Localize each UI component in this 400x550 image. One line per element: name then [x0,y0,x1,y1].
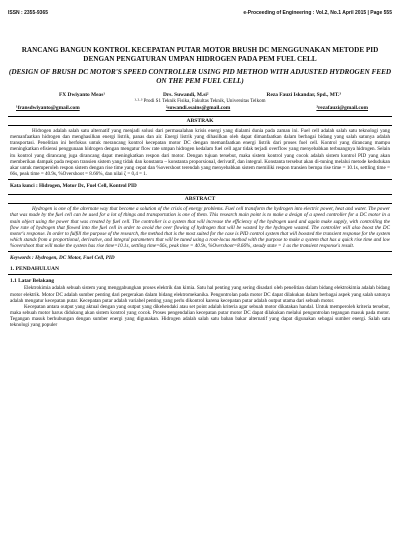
abstrak-box [8,116,392,180]
paper-title-english: (DESIGN OF BRUSH DC MOTOR'S SPEED CONTROLLER USING PID METHOD WITH ADJUSTED HYDROGEN FEED ON THE PEM FUEL CELL) [8,68,392,85]
body-paragraph: Kecepatan antara output yang aktual dengan yang output yang dikehendaki atau set point adalah kriteria agar sebuah motor dikatakan handal. Untuk memperoleh kriteria tersebut, maka sebuah motor harus didukung akan sistem kontrol yang cocok. Proses pengendalian kecepatan putar motor DC dapat dilakukan melalui pengontrolan tegangan masuk pada motor. Tegangan masuk berhubungan dengan sumber energi yang digunakan. Hidrogen adalah salah satu bahan bakar alternatif yang dapat digunakan sebagai sumber energi. Salah satu teknologi yang populer [10,303,390,329]
paper-title: RANCANG BANGUN KONTROL KECEPATAN PUTAR MOTOR BRUSH DC MENGGUNAKAN METODE PID DENGAN PENGATURAN UMPAN HIDROGEN PADA PEM FUEL CELL [21,46,379,63]
author-1: FX Dwiyanto Meas¹ [59,92,105,98]
email-3[interactable]: ³rezafauzi@gmail.com [316,105,368,111]
affiliation: ¹·²·³ Prodi S1 Teknik Fisika, Fakultas Teknik, Universitas Telkom [134,99,266,104]
issn-text: ISSN : 2355-9365 [8,10,49,16]
body-paragraph: Elektrokimia adalah sebuah sistem yang menggabungkan proses elektrik dan kimia. Satu hal penting yang sering disadari oleh penelitian dalam bidang elektrokimia adalah bidang motor elektrik. Motor DC adalah sumber penting dari pergerakan dalam bidang elektromekanika. Pengontrolan pada motor DC dapat dilakukan dalam berbagai aspek yang salah satunya adalah mengatur kecepatan putar. Kecepatan putar adalah variabel penting yang perlu dikontrol karena kecepatan putar adalah output utama dari sebuah motor. [10,285,390,304]
section-heading: 1. PENDAHULUAN [10,266,60,273]
section-body [8,285,392,328]
running-header [8,10,392,16]
keywords: Keywords : Hydrogen, DC Motor, Fuel Cell, PID [10,255,115,262]
section-divider [8,274,392,275]
journal-info: e-Proceeding of Engineering : Vol.2, No.1 April 2015 | Page 555 [243,10,392,16]
abstrak-heading: ABSTRAK [8,117,392,126]
email-2[interactable]: ²suwandi.ssains@gmail.com [165,105,231,111]
email-list [8,105,392,112]
author-3: Reza Fauzi Iskandar, Spd., MT.³ [266,92,341,98]
abstrak-text: Hidrogen adalah salah satu alternatif yang menjadi solusi dari permasalahan krisis energi yang dialami dunia pada zaman ini. Fuel cell adalah salah satu teknologi yang memanfaatkan hidrogen dan menghasilkan energi listrik, panas dan air. Energi listrik yang dihasilkan oleh dapat dimanfaatkan dalam berbagai bidang yang salah satunya adalah transportasi. Penelitian ini berfokus untuk merancang kontrol kecepatan motor DC dengan memanfaatkan energi listrik dari proses fuel cell. Kontrol yang dirancang mampu meningkatkan efisiensi penggunaan hidrogen dengan mengatur flow rate umpan hidrogen kedalam fuel cell agar tidak terjadi overflow yang menyebabkan terbuangnya hidrogen. Selain itu kontrol yang dirancang juga dirancang dapat meningkatkan respon dari motor. Dengan tujuan tersebut, maka sistem kontrol yang cocok adalah sistem kontrol PID yang akan memberikan dampak pada respon transien sistem yang tidak dan konstanta – konstanta proporsional, derivatif, dan integral. Konstanta tersebut akan di-tuning melalui metode kedudukan akar untuk memperoleh respon sistem dengan rise time yang cepat dan %overshoot terendah yang menyebabkan sistem memiliki respon transien bernpa rise time = 10.1s, settling time = 66s, peak time = 40.9s, %Overshoot = 8.66%, dan nilai ζ = 0,4 = 1. [10,128,390,178]
abstract-box [8,194,392,252]
author-list [8,92,392,98]
abstract-heading: ABSTRACT [8,195,392,204]
email-1[interactable]: ¹fransdwiyanto@gmail.com [16,105,80,111]
subsection-heading: 1.1 Latar Belakang [10,278,55,285]
abstract-text: Hydrogen is one of the alternate way that become a solution of the crisis of energy problems. Fuel cell transform the hydrogen into electric power, heat and water. The power that was made by the fuel cell can be used for a lot of things and transportation is one of them. This research main point is to make a design of a speed controller for a DC motor in a main object using the power that was created by fuel cell. The controller is a system that will increase the efficiency of the hydrogen used and again make supply, with controlling the flow rate of hydrogen that flowed into the fuel cell in order to avoid the over flowing of hydrogen that will be wasted by the hydrogen wasted. The controller will also boost the DC motor's response. In order to fulfill the purpose of the research, the method that is the most suited for the case is PID control system that will boosted the transient response for the system which stands from a proportional, derivative, and integral parameters that will be tuned using a root-locus method with the purpose to make a system that has a quick rise time and low %overshoot that will make the system has rise time=10.1s, settling time=66s, peak time = 40.9s, %Overshoot=8.66%, steady state = 1 as the transient response's result. [10,206,390,250]
author-2: Drs. Suwandi, M.si² [163,92,209,98]
kata-kunci: Kata kunci : Hidrogen, Motor Dc, Fuel Cell, Kontrol PID [10,183,137,190]
